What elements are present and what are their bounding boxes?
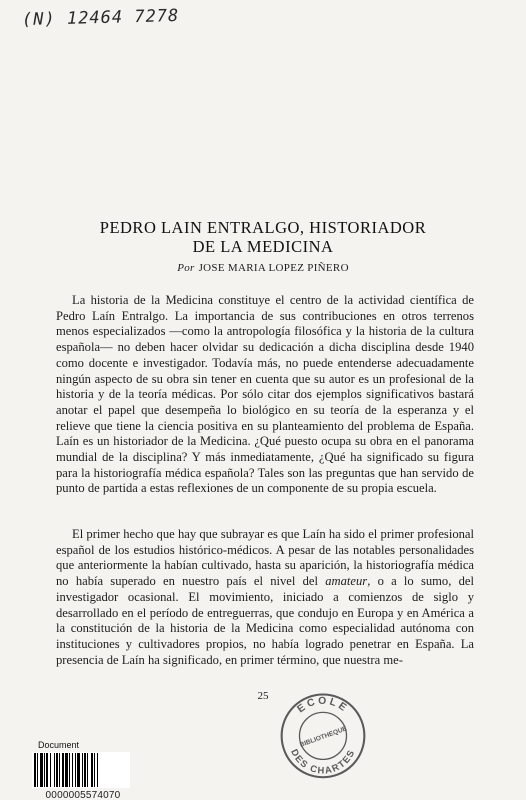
stamp-top-text: ECOLE xyxy=(295,695,351,716)
body-paragraph-1-container xyxy=(56,293,474,497)
page-number: 25 xyxy=(257,690,269,702)
author-prefix: Por xyxy=(177,262,195,274)
barcode-image xyxy=(32,752,130,788)
barcode-caption: Document xyxy=(38,740,80,750)
handwritten-call-number: (N) 12464 7278 xyxy=(21,5,180,31)
barcode-number: 0000005574070 xyxy=(45,790,121,800)
paragraph-2-part-a: El primer hecho que hay que subrayar es que Laín ha sido el primer profesional español de los estudios histórico-médicos. A pesar de las notables personalidades que anteriormente la habían cultivado, hasta su aparición, la historiografía médica no había superado en nuestro país el nivel del xyxy=(56,527,474,589)
paragraph-2-italic-word: amateur xyxy=(325,574,368,589)
article-title xyxy=(0,218,526,256)
title-line-1: PEDRO LAIN ENTRALGO, HISTORIADOR xyxy=(99,218,427,237)
stamp-middle-text: BIBLIOTHEQUE xyxy=(298,725,349,749)
library-stamp xyxy=(276,687,370,781)
author-name: JOSE MARIA LOPEZ PIÑERO xyxy=(198,262,349,274)
title-line-2: DE LA MEDICINA xyxy=(192,237,334,256)
stamp-bottom-text: DES CHARTES xyxy=(289,747,357,776)
paragraph-2-part-b: , o a lo sumo, del investigador ocasional. El movimiento, iniciado a comienzos de siglo y desarrollado en el período de entreguerras, que condujo en Europa y en América a la constitución de la historia de la Medicina como especialidad autónoma con instituciones y cultivadores propios, no había logrado penetrar en España. La presencia de Laín ha significado, en primer término, que nuestra me- xyxy=(56,574,474,667)
body-paragraph-2-container xyxy=(56,527,474,668)
author-byline xyxy=(0,262,526,274)
body-paragraph-1: La historia de la Medicina constituye el centro de la actividad científica de Pedro Laín Entralgo. La importancia de sus contribuciones en otros terrenos menos especializados —como la antropología filosófica y la historia de la cultura española— no deben hacer olvidar su dedicación a dicha disciplina desde 1940 como docente e investigador. Todavía más, no puede entenderse adecuadamente ningún aspecto de su obra sin tener en cuenta que su autor es un profesional de la historia y de la teoría médicas. Por sólo citar dos ejemplos significativos bastará anotar el papel que desempeña lo biológico en su teoría de la esperanza y el relieve que tiene la ciencia positiva en su planteamiento del problema de España. Laín es un historiador de la Medicina. ¿Qué puesto ocupa su obra en el panorama mundial de la disciplina? Y más inmediatamente, ¿Qué ha significado su figura para la historiografía médica española? Tales son las preguntas que han servido de punto de partida a estas reflexiones de un componente de su propia escuela. xyxy=(56,293,474,496)
barcode-label-sticker xyxy=(32,740,134,800)
body-paragraph-2 xyxy=(56,527,474,668)
